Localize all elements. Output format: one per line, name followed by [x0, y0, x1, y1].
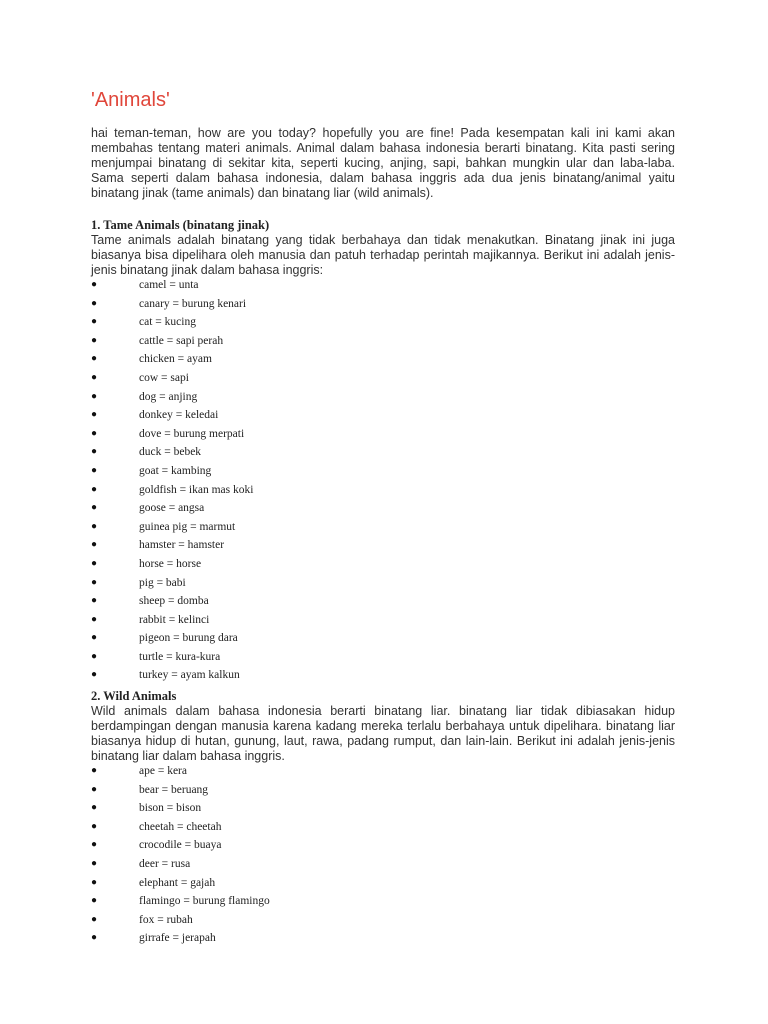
list-item-text: flamingo = burung flamingo: [139, 895, 270, 908]
list-item: [91, 557, 675, 576]
list-item: [91, 857, 675, 876]
bullet-icon: ●: [91, 483, 98, 495]
list-item-text: deer = rusa: [139, 858, 191, 871]
list-item: [91, 390, 675, 409]
list-item-text: bear = beruang: [139, 783, 209, 796]
bullet-icon: ●: [91, 613, 98, 625]
tame-animals-description: Tame animals adalah binatang yang tidak berbahaya dan tidak menakutkan. Binatang jinak ini juga biasanya bisa dipelihara oleh manusia dan patuh terhadap perintah majikannya. Berikut ini adalah jenis-jenis binatang jinak dalam bahasa inggris:: [91, 233, 675, 277]
bullet-icon: ●: [91, 539, 98, 551]
list-item-text: goldfish = ikan mas koki: [139, 483, 254, 496]
list-item: [91, 594, 675, 613]
list-item-text: fox = rubah: [139, 913, 193, 926]
bullet-icon: ●: [91, 783, 98, 795]
list-item-text: ape = kera: [139, 765, 187, 778]
list-item-text: guinea pig = marmut: [139, 520, 236, 533]
bullet-icon: ●: [91, 839, 98, 851]
list-item: [91, 408, 675, 427]
bullet-icon: ●: [91, 371, 98, 383]
bullet-icon: ●: [91, 446, 98, 458]
list-item-text: girrafe = jerapah: [139, 932, 216, 945]
list-item-text: goose = angsa: [139, 502, 205, 515]
list-item: [91, 650, 675, 669]
bullet-icon: ●: [91, 334, 98, 346]
bullet-icon: ●: [91, 669, 98, 681]
tame-animals-list: [91, 278, 675, 687]
list-item: [91, 334, 675, 353]
bullet-icon: ●: [91, 390, 98, 402]
wild-animals-description: Wild animals dalam bahasa indonesia berarti binatang liar. binatang liar tidak dibiasakan hidup berdampingan dengan manusia karena kadang mereka terlalu berbahaya untuk dipelihara. binatang liar biasanya hidup di hutan, gunung, laut, rawa, padang rumput, dan lain-lain. Berikut ini adalah jenis-jenis binatang liar dalam bahasa inggris.: [91, 704, 675, 764]
bullet-icon: ●: [91, 409, 98, 421]
bullet-icon: ●: [91, 316, 98, 328]
list-item: [91, 352, 675, 371]
list-item: [91, 483, 675, 502]
list-item-text: pigeon = burung dara: [139, 632, 238, 645]
list-item-text: camel = unta: [139, 279, 199, 291]
bullet-icon: ●: [91, 353, 98, 365]
list-item: [91, 520, 675, 539]
list-item: [91, 801, 675, 820]
list-item-text: cattle = sapi perah: [139, 334, 224, 347]
list-item: [91, 894, 675, 913]
bullet-icon: ●: [91, 802, 98, 814]
bullet-icon: ●: [91, 279, 98, 290]
bullet-icon: ●: [91, 297, 98, 309]
list-item: [91, 931, 675, 950]
bullet-icon: ●: [91, 502, 98, 514]
bullet-icon: ●: [91, 427, 98, 439]
tame-animals-heading: 1. Tame Animals (binatang jinak): [91, 218, 270, 232]
list-item: [91, 445, 675, 464]
list-item-text: horse = horse: [139, 557, 202, 570]
list-item: [91, 783, 675, 802]
wild-animals-heading: 2. Wild Animals: [91, 689, 177, 704]
bullet-icon: ●: [91, 895, 98, 907]
list-item-text: canary = burung kenari: [139, 297, 247, 310]
bullet-icon: ●: [91, 876, 98, 888]
bullet-icon: ●: [91, 820, 98, 832]
wild-animals-list: [91, 764, 675, 950]
list-item: [91, 501, 675, 520]
bullet-icon: ●: [91, 595, 98, 607]
list-item-text: dove = burung merpati: [139, 427, 245, 440]
list-item-text: dog = anjing: [139, 390, 198, 403]
list-item: [91, 278, 675, 297]
list-item-text: elephant = gajah: [139, 876, 216, 889]
list-item-text: bison = bison: [139, 802, 202, 815]
list-item-text: sheep = domba: [139, 595, 209, 608]
list-item: [91, 297, 675, 316]
bullet-icon: ●: [91, 557, 98, 569]
list-item-text: hamster = hamster: [139, 539, 225, 552]
list-item-text: pig = babi: [139, 576, 186, 589]
list-item-text: crocodile = buaya: [139, 839, 222, 852]
bullet-icon: ●: [91, 858, 98, 870]
list-item-text: turkey = ayam kalkun: [139, 669, 240, 682]
document-page: [91, 86, 675, 950]
bullet-icon: ●: [91, 932, 98, 944]
list-item-text: donkey = keledai: [139, 409, 219, 422]
list-item-text: turtle = kura-kura: [139, 650, 221, 663]
bullet-icon: ●: [91, 650, 98, 662]
list-item: [91, 427, 675, 446]
list-item-text: cow = sapi: [139, 371, 189, 384]
intro-paragraph: hai teman-teman, how are you today? hopefully you are fine! Pada kesempatan kali ini kami akan membahas tentang materi animals. Animal dalam bahasa indonesia berarti binatang. Kita pasti sering menjumpai binatang di sekitar kita, seperti kucing, anjing, sapi, bahkan mungkin ular dan laba-laba. Sama seperti dalam bahasa indonesia, dalam bahasa inggris ada dua jenis binatang/animal yaitu binatang jinak (tame animals) dan binatang liar (wild animals).: [91, 126, 675, 200]
bullet-icon: ●: [91, 576, 98, 588]
list-item: [91, 371, 675, 390]
list-item: [91, 613, 675, 632]
page-title: 'Animals': [91, 89, 170, 111]
bullet-icon: ●: [91, 520, 98, 532]
bullet-icon: ●: [91, 913, 98, 925]
list-item-text: duck = bebek: [139, 446, 202, 459]
list-item: [91, 764, 675, 783]
list-item-text: chicken = ayam: [139, 353, 212, 366]
list-item: [91, 820, 675, 839]
bullet-icon: ●: [91, 464, 98, 476]
list-item: [91, 315, 675, 334]
list-item-text: goat = kambing: [139, 464, 212, 477]
list-item-text: cheetah = cheetah: [139, 820, 222, 833]
list-item: [91, 464, 675, 483]
bullet-icon: ●: [91, 632, 98, 644]
list-item: [91, 913, 675, 932]
list-item-text: cat = kucing: [139, 316, 196, 329]
list-item: [91, 876, 675, 895]
list-item: [91, 576, 675, 595]
bullet-icon: ●: [91, 765, 98, 777]
list-item: [91, 668, 675, 687]
list-item-text: rabbit = kelinci: [139, 613, 210, 626]
list-item: [91, 631, 675, 650]
list-item: [91, 538, 675, 557]
list-item: [91, 838, 675, 857]
